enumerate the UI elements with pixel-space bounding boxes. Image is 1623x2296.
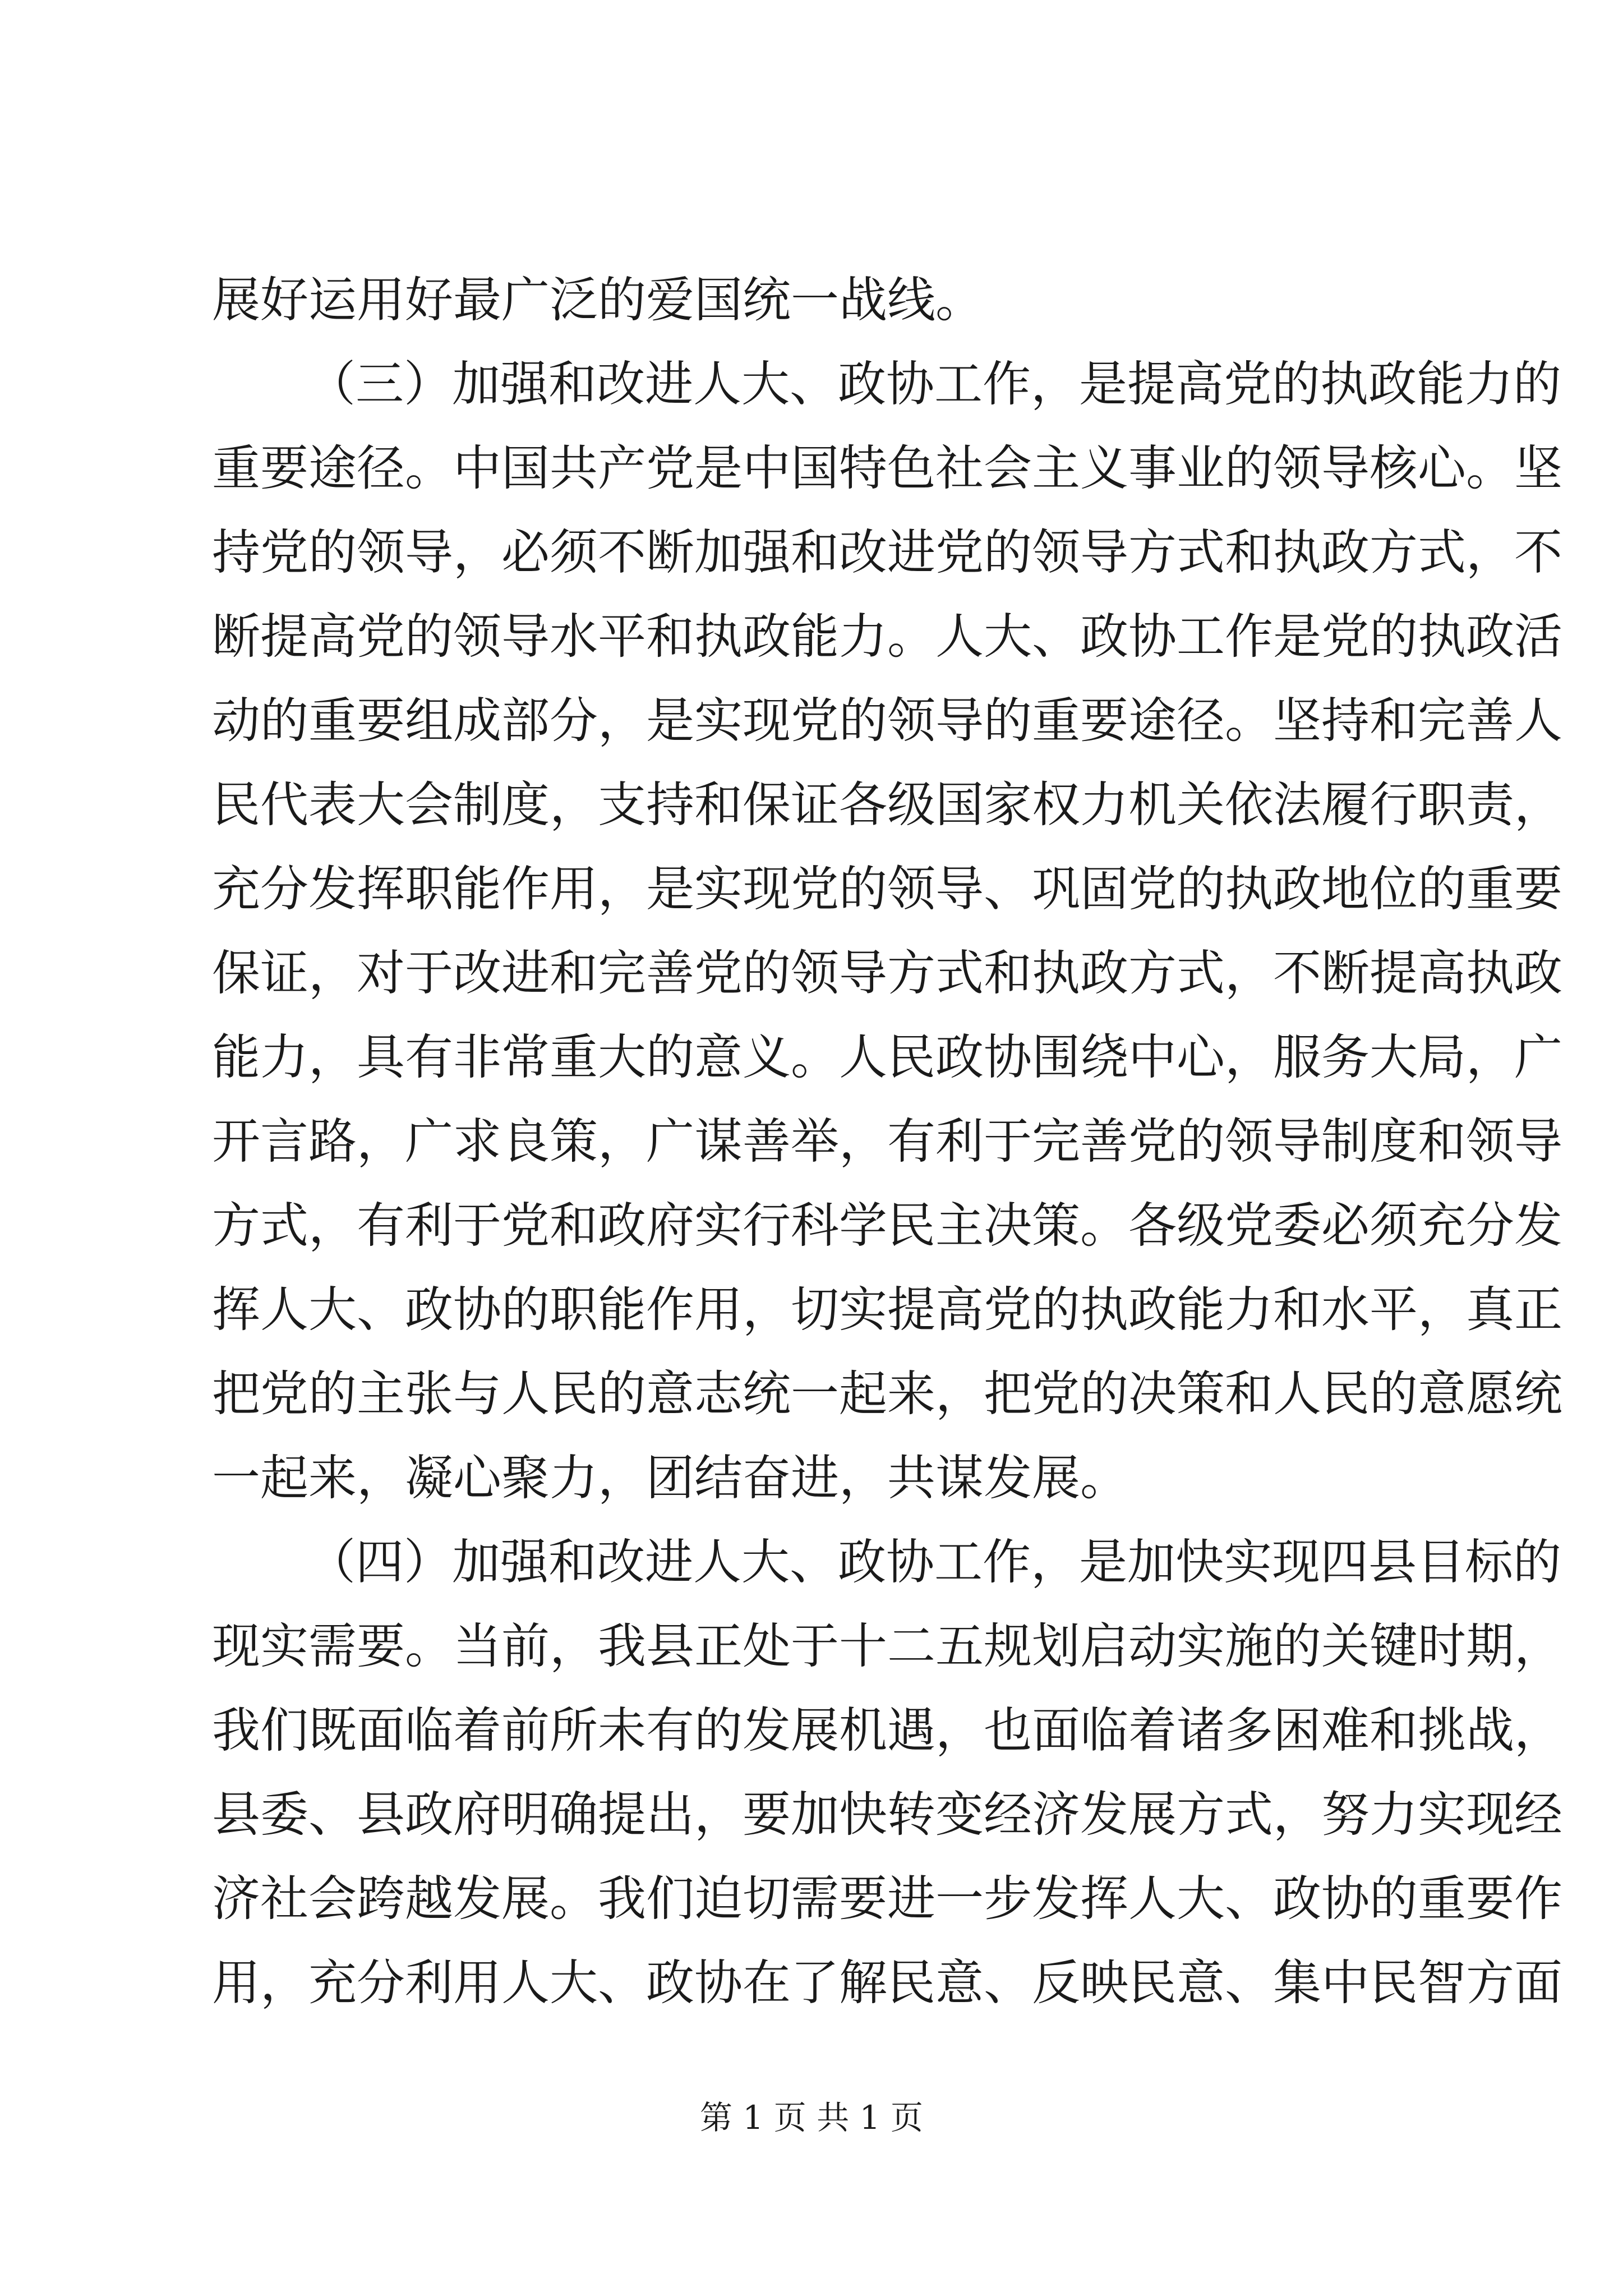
text-line: 展好运用好最广泛的爱国统一战线。 (212, 272, 984, 328)
text-line: 能力，具有非常重大的意义。人民政协围绕中心，服务大局，广 (212, 1029, 1562, 1085)
text-line: 开言路，广求良策，广谋善举，有利于完善党的领导制度和领导 (212, 1114, 1562, 1170)
text-line: 我们既面临着前所未有的发展机遇，也面临着诸多困难和挑战， (212, 1703, 1562, 1759)
text-line: 充分发挥职能作用，是实现党的领导、巩固党的执政地位的重要 (212, 861, 1562, 917)
text-line: 现实需要。当前，我县正处于十二五规划启动实施的关键时期， (212, 1618, 1562, 1674)
text-line: 用，充分利用人大、政协在了解民意、反映民意、集中民智方面 (212, 1955, 1562, 2011)
text-line: 一起来，凝心聚力，团结奋进，共谋发展。 (212, 1450, 1128, 1506)
text-line: 把党的主张与人民的意志统一起来，把党的决策和人民的意愿统 (212, 1366, 1562, 1422)
text-line: 断提高党的领导水平和执政能力。人大、政协工作是党的执政活 (212, 609, 1562, 665)
text-line: 动的重要组成部分，是实现党的领导的重要途径。坚持和完善人 (212, 693, 1562, 749)
text-line: （三）加强和改进人大、政协工作，是提高党的执政能力的 (307, 356, 1561, 412)
page-footer: 第 1 页 共 1 页 (700, 2099, 923, 2137)
text-line: 县委、县政府明确提出，要加快转变经济发展方式，努力实现经 (212, 1787, 1562, 1843)
text-line: 挥人大、政协的职能作用，切实提高党的执政能力和水平，真正 (212, 1282, 1562, 1338)
text-line: （四）加强和改进人大、政协工作，是加快实现四县目标的 (307, 1534, 1561, 1590)
text-line: 持党的领导，必须不断加强和改进党的领导方式和执政方式，不 (212, 524, 1562, 581)
text-line: 重要途径。中国共产党是中国特色社会主义事业的领导核心。坚 (212, 440, 1562, 496)
text-line: 保证，对于改进和完善党的领导方式和执政方式，不断提高执政 (212, 945, 1562, 1001)
text-line: 民代表大会制度，支持和保证各级国家权力机关依法履行职责， (212, 777, 1562, 833)
text-line: 济社会跨越发展。我们迫切需要进一步发挥人大、政协的重要作 (212, 1871, 1562, 1927)
text-line: 方式，有利于党和政府实行科学民主决策。各级党委必须充分发 (212, 1198, 1562, 1254)
